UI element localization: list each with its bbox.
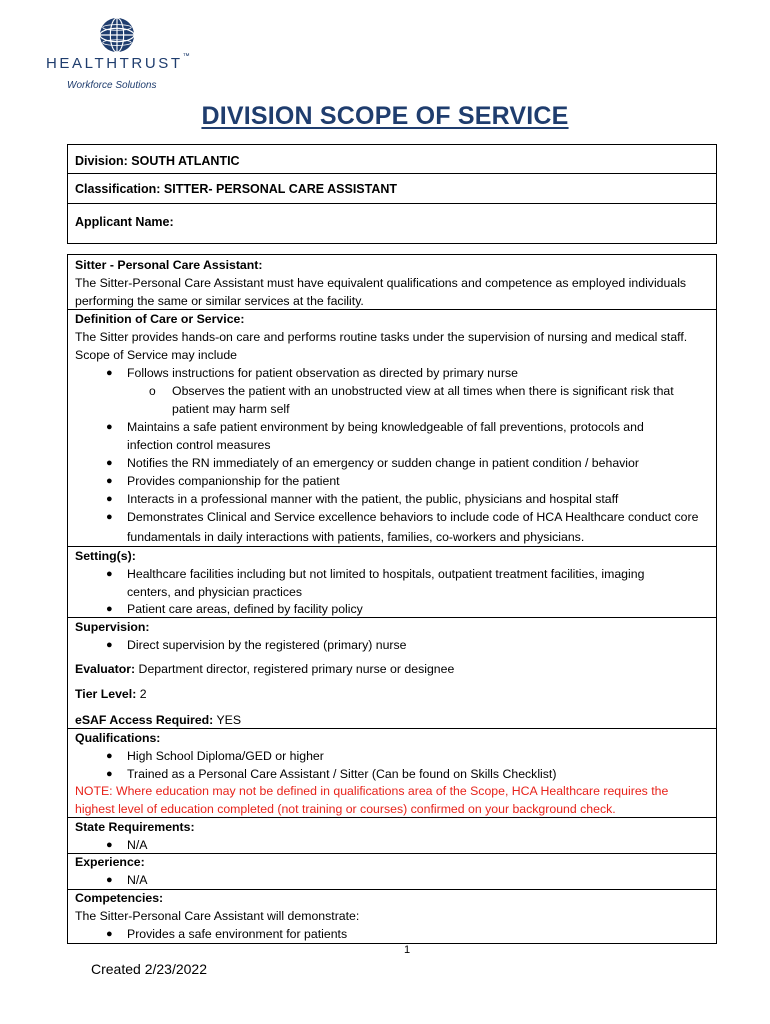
created-date: Created 2/23/2022: [91, 961, 207, 977]
note-text: NOTE: Where education may not be defined in qualifications area of the Scope, HCA Healthcare requires the: [75, 784, 669, 798]
sitter-text-line: The Sitter-Personal Care Assistant must have equivalent qualifications and competence as employed individuals: [75, 276, 687, 290]
esaf-row: eSAF Access Required: YES: [75, 713, 242, 727]
header-table: [67, 144, 717, 244]
healthtrust-globe-icon: [98, 16, 136, 54]
applicant-name-field: Applicant Name:: [75, 215, 174, 229]
settings-heading: Setting(s):: [75, 549, 136, 563]
brand-name: HEALTHTRUST™: [46, 53, 190, 72]
state-requirements-heading: State Requirements:: [75, 820, 195, 834]
experience-heading: Experience:: [75, 855, 145, 869]
sitter-text-line: performing the same or similar services at the facility.: [75, 294, 364, 308]
page-number: 1: [404, 944, 411, 956]
brand-tagline: Workforce Solutions: [67, 80, 157, 91]
sitter-heading: Sitter - Personal Care Assistant:: [75, 258, 263, 272]
scope-text: Scope of Service may include: [75, 348, 237, 362]
scope-table: Sitter - Personal Care Assistant: The Sitter-Personal Care Assistant must have equivalent qualifications and competence as employed individuals performing the same or similar services at the facility. Definition of Care or Service: The Sitter provides hands-on care and performs routine tasks under the supervision of nursing and medical staff. Scope of Service may include ● Follows instructions for patient observation as directed by primary nurse o Observes the patient with an unobstructed view at all times when there is significant risk that patient may harm self ● Maintains a safe patient environment by being knowledgeable of fall preventions, protocols and infection control measures ● Notifies the RN immediately of an emergency or sudden change in patient condition / behavior ● Provides companionship for the patient ● Interacts in a professional manner with the patient, the public, physicians and hospital staff ● Demonstrates Clinical and Service excellence behaviors to include code of HCA Healthcare conduct core fundamentals in daily interactions with patients, families, co-workers and physicians. Setting(s): ● Healthcare facilities including but not limited to hospitals, outpatient treatment facilities, imaging centers, and physician practices ● Patient care areas, defined by facility policy Supervision: ● Direct supervision by the registered (primary) nurse Evaluator: Department director, registered primary nurse or designee Tier Level: 2 eSAF Access Required: YES Qualifications: ● High School Diploma/GED or higher ● Trained as a Personal Care Assistant / Sitter (Can be found on Skills Checklist) NOTE: Where education may not be defined in qualifications area of the Scope, HCA Healthcare requires the highest level of education completed (not training or courses) confirmed on your background check. State Requirements: ● N/A Experience: ● N/A Competencies: The Sitter-Personal Care Assistant will demonstrate: ● Provides a safe environment for patients: [67, 254, 717, 944]
note-text: highest level of education completed (not training or courses) confirmed on your background check.: [75, 802, 616, 816]
division-field: Division: SOUTH ATLANTIC: [75, 154, 240, 168]
definition-heading: Definition of Care or Service:: [75, 312, 245, 326]
supervision-heading: Supervision:: [75, 620, 150, 634]
tier-level-row: Tier Level: 2: [75, 687, 147, 701]
evaluator-row: Evaluator: Department director, registered primary nurse or designee: [75, 662, 455, 676]
document-title: DIVISION SCOPE OF SERVICE: [201, 102, 569, 130]
classification-field: Classification: SITTER- PERSONAL CARE ASSISTANT: [75, 182, 398, 196]
competencies-text: The Sitter-Personal Care Assistant will demonstrate:: [75, 909, 360, 923]
qualifications-heading: Qualifications:: [75, 731, 161, 745]
competencies-heading: Competencies:: [75, 891, 164, 905]
definition-text: The Sitter provides hands-on care and performs routine tasks under the supervision of nursing and medical staff.: [75, 330, 688, 344]
